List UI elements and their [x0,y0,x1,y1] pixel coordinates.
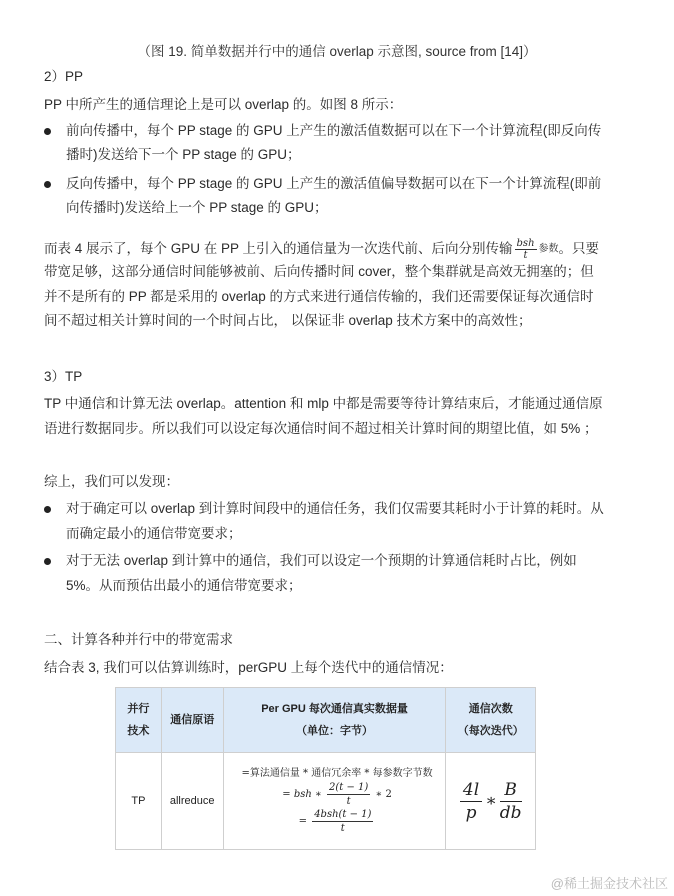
section-2-heading: 二、计算各种并行中的带宽需求 [44,632,233,647]
pp-bullet-1-line-2: 播时)发送给下一个 PP stage 的 GPU； [66,147,301,162]
cell-tech: TP [116,753,162,850]
count-fraction-1-num: 4l [460,779,482,802]
pp-paragraph-line-4: 间不超过相关计算时间的一个时间占比， 以保证非 overlap 技术方案中的高效性； [44,313,532,328]
header-parallel-tech-line-1: 并行 [127,703,150,715]
tp-heading: 3）TP [44,369,83,384]
summary-heading: 综上，我们可以发现： [44,474,179,489]
header-data-volume-line-2: （单位：字节） [296,725,374,737]
header-comm-primitive [161,688,223,753]
summary-bullet-1-line-2: 而确定最小的通信带宽要求； [66,526,242,541]
count-fraction-1-den: p [465,802,477,823]
formula-fraction-1-den: t [346,796,351,807]
tp-line-1: TP 中通信和计算无法 overlap。attention 和 mlp 中都是需要等待计算结束后，才能通过通信原 [44,396,603,411]
table-header-row [116,688,536,753]
bullet-dot [44,558,51,565]
formula-eq: = [282,789,291,800]
count-fraction-2 [500,779,522,824]
bullet-dot [44,506,51,513]
header-parallel-tech [116,688,162,753]
formula-fraction-1-num: 2(t − 1) [328,782,369,793]
bandwidth-table [115,687,536,850]
count-fraction-1 [460,779,482,824]
formula-line-3 [230,808,445,835]
header-comm-count [446,688,536,753]
pp-paragraph-line-1 [44,238,599,261]
pp-intro: PP 中所产生的通信理论上是可以 overlap 的。如图 8 所示： [44,97,403,112]
formula-fraction-2 [312,808,373,835]
formula-line-2 [230,781,445,808]
count-fraction-2-num: B [500,779,522,802]
summary-bullet-2-line-1: 对于无法 overlap 到计算中的通信，我们可以设定一个预期的计算通信耗时占比，例如 [66,553,577,568]
pp-heading: 2）PP [44,69,84,84]
formula-times: ∗ [315,789,322,800]
pp-bullet-2-line-2: 向传播时)发送给上一个 PP stage 的 GPU； [66,200,328,215]
header-comm-count-line-2: （每次迭代） [457,725,524,737]
formula-bsh: bsh [293,789,312,800]
tp-line-2: 语进行数据同步。所以我们可以设定每次通信时间不超过相关计算时间的期望比值，如 5% ； [44,421,598,436]
header-comm-count-line-1: 通信次数 [468,703,513,715]
count-fraction-2-den: db [499,802,522,823]
formula-fraction-2-den: t [340,823,345,834]
bullet-dot [44,181,51,188]
header-parallel-tech-line-2: 技术 [127,725,150,737]
formula-fraction-2-num: 4bsh(t − 1) [314,809,372,820]
header-comm-primitive-text: 通信原语 [170,714,215,726]
bsh-over-t-fraction [515,238,537,261]
fraction-unit: 参数 [538,243,559,255]
table-row [116,753,536,850]
cell-comm-count-formula [446,753,536,850]
bullet-dot [44,128,51,135]
header-data-volume-line-1: Per GPU 每次通信真实数据量 [261,703,408,715]
pp-paragraph-part-2: 。只要 [558,241,600,257]
formula-tail: ∗ 2 [375,789,392,800]
pp-paragraph-line-2: 带宽足够，这部分通信时间能够被前、后向传播时间 cover，整个集群就是高效无拥塞的；但 [44,264,594,279]
pp-bullet-1-line-1: 前向传播中，每个 PP stage 的 GPU 上产生的激活值数据可以在下一个计算流程(即反向传 [66,123,602,138]
pp-paragraph-line-3: 并不是所有的 PP 都是采用的 overlap 的方式来进行通信传输的，我们还需要保证每次通信时 [44,289,594,304]
count-formula [457,779,525,823]
formula-line-1: =算法通信量 * 通信冗余率 * 每参数字节数 [241,768,433,779]
pp-paragraph-part-1: 而表 4 展示了，每个 GPU 在 PP 上引入的通信量为一次迭代前、后向分别传输 [44,241,513,257]
summary-bullet-2-line-2: 5%。从而预估出最小的通信带宽要求； [66,578,302,593]
fraction-denominator: t [523,250,528,261]
formula-eq-2: = [298,816,307,827]
header-data-volume [223,688,446,753]
summary-bullet-1-line-1: 对于确定可以 overlap 到计算时间段中的通信任务，我们仅需要其耗时小于计算的耗时。从 [66,501,604,516]
fraction-numerator: bsh [516,238,535,249]
cell-primitive: allreduce [161,753,223,850]
section-2-intro: 结合表 3, 我们可以估算训练时，perGPU 上每个迭代中的通信情况： [44,660,453,675]
figure-caption: （图 19. 简单数据并行中的通信 overlap 示意图, source from [14]） [137,44,537,59]
count-times: ∗ [485,790,497,811]
formula-fraction-1 [327,781,370,808]
watermark: @稀土掘金技术社区 [550,876,668,891]
pp-bullet-2-line-1: 反向传播中，每个 PP stage 的 GPU 上产生的激活值偏导数据可以在下一个计算流程(即前 [66,176,602,191]
cell-data-volume-formula [223,753,446,850]
